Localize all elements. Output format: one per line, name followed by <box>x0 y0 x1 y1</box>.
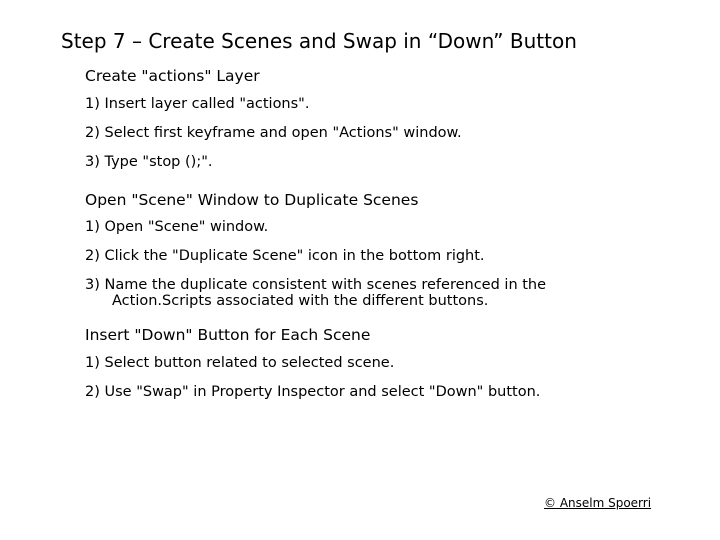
step-item: 1) Insert layer called "actions". <box>85 96 310 112</box>
section-create-actions-layer <box>85 66 645 170</box>
slide-body <box>85 66 645 400</box>
step-item: 1) Open "Scene" window. <box>85 219 269 235</box>
step-text: 3) Name the duplicate consistent with scenes referenced in the <box>85 277 547 293</box>
step-item: 2) Click the "Duplicate Scene" icon in the bottom right. <box>85 248 485 264</box>
section-open-scene-window <box>85 190 645 309</box>
section-insert-down-button <box>85 325 645 400</box>
step-continuation: Action.Scripts associated with the different buttons. <box>112 293 489 309</box>
copyright-footer: © Anselm Spoerri <box>544 496 652 510</box>
section-heading: Insert "Down" Button for Each Scene <box>85 326 371 344</box>
section-heading: Open "Scene" Window to Duplicate Scenes <box>85 191 419 209</box>
step-item: 3) Type "stop ();". <box>85 154 213 170</box>
step-item: 2) Select first keyframe and open "Actions" window. <box>85 125 462 141</box>
step-item <box>85 277 645 309</box>
step-item: 1) Select button related to selected scene. <box>85 355 395 371</box>
section-heading: Create "actions" Layer <box>85 67 260 85</box>
step-item: 2) Use "Swap" in Property Inspector and select "Down" button. <box>85 384 541 400</box>
slide-title: Step 7 – Create Scenes and Swap in “Down” Button <box>61 29 577 53</box>
